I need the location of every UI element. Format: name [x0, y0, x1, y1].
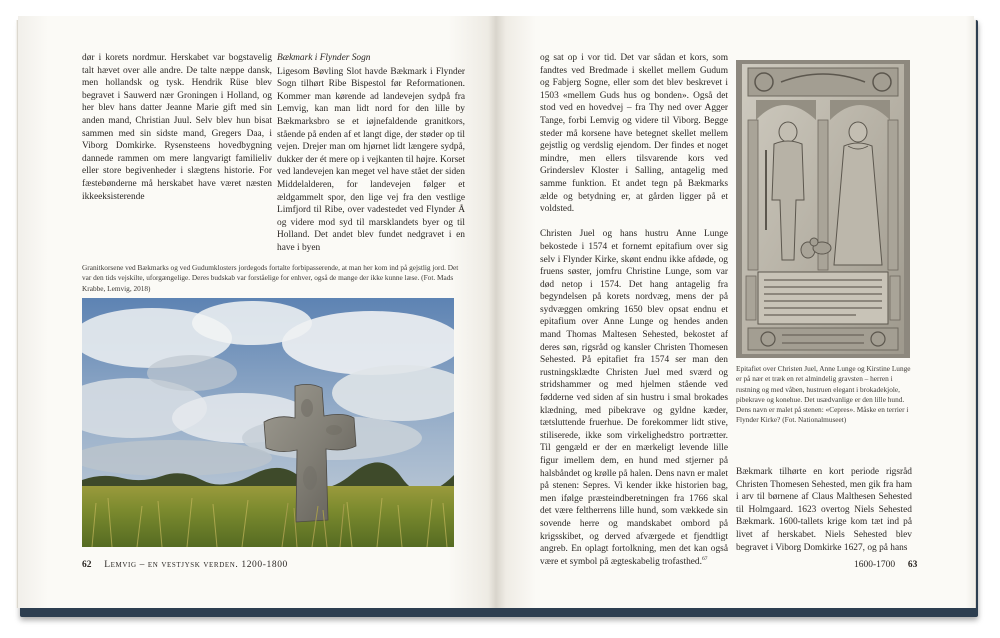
right-folio	[854, 560, 917, 570]
right-column-1-paragraph-1: og sat op i vor tid. Det var sådan et kors, som fandtes ved Bredmade i skellet mellem Gudum og Fabjerg Sogne, eller som det blev beskrevet i 1503 «mellem Guds hus og bonden». Også det stod ved en hovedvej – fra Thy ned over Agger Tange, forbi Lemvig og videre til Viborg. Begge steder må korsene have betegnet skellet mellem gejstlig og verdslig ejendom. Der findes et noget mindre, men ellers tilsvarende kors ved Grinderslev Kloster i Salling, antagelig med samme funktion. Et andet tegn på Bækmarks ælde og betydning er, at gården ligger på et voldsted.	[540, 53, 728, 215]
left-page	[18, 16, 496, 608]
left-column-1-text: dør i korets nordmur. Herskabet var bogstavelig talt hævet over alle andre. De talte næppe dansk, men hollandsk og tysk. Hendrik Rüse blev begravet i Sauwerd nær Groningen i Holland, og her blev hans datter Jeanne Marie gift med sin anden mand, Christian Juul. Selv blev hun bisat sammen med sin sidste mand, Gregers Daa, i Viborg Domkirke. Rysensteens hovedbygning dannede rammen om mere langvarigt familieliv eller store begivenheder i slægtens historie. For fæstebønderne må herskabet have været næsten ikkeeksisterende	[82, 53, 272, 202]
right-column-1-paragraph-2	[540, 228, 728, 568]
left-column-2-text: Ligesom Bøvling Slot havde Bækmark i Flynder Sogn tilhørt Ribe Bispestol før Reformationen. Kommer man kørende ad landevejen sydpå fra Lemvig, kan man lidt nord for den lille by Bækmarksbro se et iøjnefaldende granitkors, stående på enden af et langt dige, der støder op til vejen. Drejer man om hjørnet lidt længere sydpå, dukker der ét mere op i vejkanten til højre. Korset ved landevejen kan meget vel have stået der siden Middelalderen, for landevejen følger et ældgammelt spor, den lige vej fra den vestlige Limfjord til Ribe, over vadestedet ved Flynder Å og videre mod syd til marsklandets byer og til Holland. Det andet blev fundet nedgravet i en have i byen	[277, 66, 465, 253]
right-photo-caption: Epitafiet over Christen Juel, Anne Lunge og Kirstine Lunge er på nær et træk en ret almindelig gravsten – herren i rustning og med våben, hustruen elegant i brokadekjole, pibekrave og konehue. Det usædvanlige er den lille hund. Dens navn er malet på stenen: «Cepres». Måske en terrier i Flynder Kirke? (Fot. Nationalmuseet)	[736, 364, 911, 425]
left-running-head: Lemvig – en vestjysk verden. 1200-1800	[104, 560, 288, 570]
granite-cross-photo	[82, 298, 454, 547]
right-page-number: 63	[907, 560, 918, 570]
section-heading: Bækmark i Flynder Sogn	[277, 53, 371, 63]
open-book	[16, 14, 980, 614]
epitaph-photo	[736, 60, 910, 358]
epitaph-image	[736, 60, 910, 358]
right-column-2-text: Bækmark tilhørte en kort periode rigsråd Christen Thomesen Sehested, men gik fra ham i arv til børnene af Claus Malthesen Sehested til Holmgaard. 1623 overtog Niels Sehested Bækmark. 1600-tallets krige kom tæt ind på livet af herskabet. Niels Sehested blev begravet i Viborg Domkirke 1627, og på hans	[736, 467, 912, 553]
right-column-1-paragraph-2-text: Christen Juel og hans hustru Anne Lunge bekostede i 1574 et fornemt epitafium over sig selv i Flynder Kirke, skønt endnu ikke afdøde, og fruens søster, jomfru Christine Lunge, som var død netop i 1574. Det hang antagelig fra begyndelsen på korets nordvæg, mens der på sydvæggen omkring 1650 blev opsat endnu et epitafium over Anne Lunge og hendes anden mand Thomas Maltesen Sehested, bekostet af deres søn, rigsråd og kansler Christen Thomesen Sehested. På epitafiet fra 1574 ser man den rustningsklædte Christen Juel med sværd og stridshammer og med hjelmen stående ved fødderne ved siden af sin hustru i smal brokades klædning, med pibekrave og gyldne kæder, tætsluttende fruerhue. De forekommer lidt stive, stiliserede, ikke som virkelighedstro portrætter. Til gengæld er der en mærkeligt levende lille figur imellem dem, en hund med stjerner på halsbåndet og krølle på halen. Dens navn er malet på stenen: Sepres. Vi kender ikke historien bag, men ifølge præsteindberetningen fra 1766 skal det være feltherrens lille hund, som vækkede sin sovende herre og mandskabet ombord på krigsskibet, og derved afværgede et fjendtligt angreb. En oplagt fortolkning, men det kan også være et symbol på ægteskabelig trofasthed.	[540, 229, 728, 567]
right-running-head: 1600-1700	[854, 560, 896, 570]
right-page	[496, 16, 974, 608]
left-folio	[82, 560, 288, 570]
left-photo-caption: Granitkorsene ved Bækmarks og ved Gudumklosters jordegods fortalte forbipasserende, at man her kom ind på gejstlig jord. Det var den tids vejskilte, uforgængelige. Deres budskab var forståelige for enhver, også de mange der ikke kunne læse. (Fot. Mads Krabbe, Lemvig, 2018)	[82, 263, 459, 293]
footnote-ref: 67	[701, 555, 708, 562]
left-column-2	[277, 52, 465, 255]
right-column-1	[540, 52, 728, 568]
left-page-number: 62	[82, 560, 92, 570]
granite-cross-image	[82, 298, 454, 547]
